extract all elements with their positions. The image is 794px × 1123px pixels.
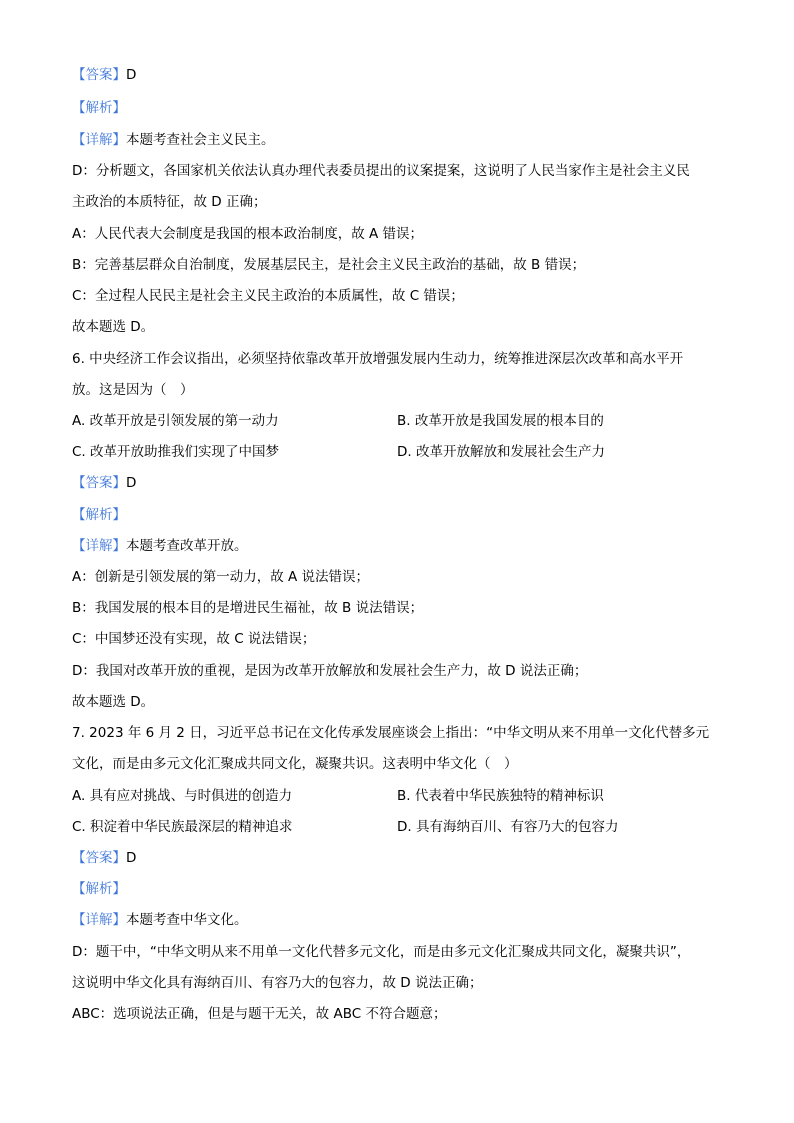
- q7-analysis-tag: 【解析】: [72, 881, 126, 897]
- q6-option-a: A. 改革开放是引领发展的第一动力: [72, 413, 279, 429]
- q5-analysis-tag: 【解析】: [72, 100, 126, 116]
- detail-text: 本题考查改革开放。: [126, 538, 248, 554]
- q6-analysis-tag: 【解析】: [72, 507, 126, 523]
- answer-tag: 【答案】: [72, 475, 126, 491]
- q6-option-d: D. 改革开放解放和发展社会生产力: [397, 444, 605, 460]
- q5-explain-d-2: 主政治的本质特征，故 D 正确；: [72, 194, 267, 210]
- q6-answer-line: [72, 474, 136, 492]
- q5-explain-c: C：全过程人民民主是社会主义民主政治的本质属性，故 C 错误；: [72, 288, 464, 304]
- q6-option-c: C. 改革开放助推我们实现了中国梦: [72, 444, 280, 460]
- q6-explain-c: C：中国梦还没有实现，故 C 说法错误；: [72, 631, 316, 647]
- answer-tag: 【答案】: [72, 850, 126, 866]
- answer-value: D: [126, 475, 137, 491]
- q6-detail-line: [72, 537, 248, 555]
- detail-tag: 【详解】: [72, 538, 126, 554]
- detail-tag: 【详解】: [72, 912, 126, 928]
- q7-explain-d-1: D：题干中，“中华文明从来不用单一文化代替多元文化，而是由多元文化汇聚成共同文化，凝聚共识”，: [72, 944, 691, 960]
- q5-explain-b: B：完善基层群众自治制度，发展基层民主，是社会主义民主政治的基础，故 B 错误；: [72, 257, 586, 273]
- q6-option-b: B. 改革开放是我国发展的根本目的: [397, 413, 604, 429]
- q7-option-b: B. 代表着中华民族独特的精神标识: [397, 788, 604, 804]
- q6-explain-d: D：我国对改革开放的重视，是因为改革开放解放和发展社会生产力，故 D 说法正确；: [72, 663, 588, 679]
- detail-text: 本题考查社会主义民主。: [126, 132, 275, 148]
- q5-conclusion: 故本题选 D。: [72, 319, 155, 335]
- detail-text: 本题考查中华文化。: [126, 912, 248, 928]
- answer-value: D: [126, 67, 137, 83]
- q7-stem-2: 文化，而是由多元文化汇聚成共同文化，凝聚共识。这表明中华文化（ ）: [72, 756, 518, 772]
- q6-conclusion: 故本题选 D。: [72, 694, 155, 710]
- q7-option-a: A. 具有应对挑战、与时俱进的创造力: [72, 788, 293, 804]
- q6-stem-1: 6. 中央经济工作会议指出，必须坚持依靠改革开放增强发展内生动力，统筹推进深层次改革和高水平开: [72, 351, 684, 367]
- q5-explain-d-1: D：分析题文，各国家机关依法认真办理代表委员提出的议案提案，这说明了人民当家作主是社会主义民: [72, 163, 690, 179]
- q7-stem-1: 7. 2023 年 6 月 2 日，习近平总书记在文化传承发展座谈会上指出：“中华文明从来不用单一文化代替多元: [72, 725, 710, 741]
- q5-answer-line: [72, 66, 136, 84]
- q5-detail-line: [72, 131, 275, 149]
- q6-stem-2: 放。这是因为（ ）: [72, 382, 194, 398]
- q7-explain-abc: ABC：选项说法正确，但是与题干无关，故 ABC 不符合题意；: [72, 1006, 447, 1022]
- detail-tag: 【详解】: [72, 132, 126, 148]
- q7-detail-line: [72, 911, 248, 929]
- q7-option-c: C. 积淀着中华民族最深层的精神追求: [72, 819, 293, 835]
- answer-tag: 【答案】: [72, 67, 126, 83]
- q6-explain-b: B：我国发展的根本目的是增进民生福祉，故 B 说法错误；: [72, 600, 424, 616]
- q7-option-d: D. 具有海纳百川、有容乃大的包容力: [397, 819, 619, 835]
- q6-explain-a: A：创新是引领发展的第一动力，故 A 说法错误；: [72, 569, 370, 585]
- q7-answer-line: [72, 849, 136, 867]
- answer-value: D: [126, 850, 137, 866]
- q5-explain-a: A：人民代表大会制度是我国的根本政治制度，故 A 错误；: [72, 226, 424, 242]
- q7-explain-d-2: 这说明中华文化具有海纳百川、有容乃大的包容力，故 D 说法正确；: [72, 975, 483, 991]
